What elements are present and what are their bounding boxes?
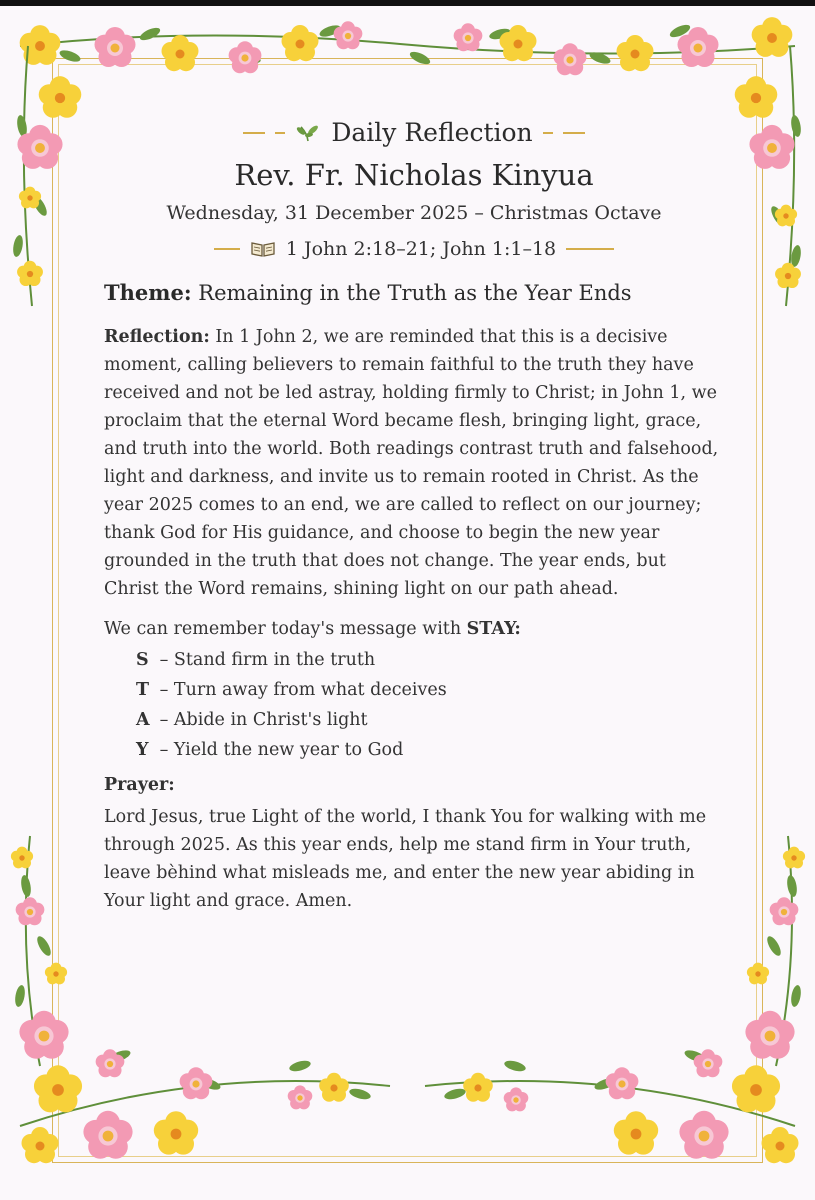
prayer-label: Prayer: (104, 775, 175, 795)
author-name: Rev. Fr. Nicholas Kinyua (234, 158, 594, 192)
gold-dash-left (243, 132, 265, 134)
theme-label: Theme: (104, 280, 192, 305)
gold-dash-left-small (275, 132, 285, 134)
reflection-label: Reflection: (104, 327, 210, 347)
stay-item-s (136, 645, 724, 675)
stay-text: – Stand firm in the truth (159, 650, 376, 670)
readings-line (104, 238, 724, 260)
readings-reference: 1 John 2:18–21; John 1:1–18 (285, 238, 557, 260)
stay-letter: Y (136, 740, 149, 760)
theme-line (104, 280, 724, 305)
stay-item-t (136, 675, 724, 705)
gold-dash-ref-right (566, 248, 614, 250)
gold-dash-right-small (543, 132, 553, 134)
stay-letter: S (136, 650, 149, 670)
open-book-icon (250, 240, 276, 258)
daily-reflection-title: Daily Reflection (331, 118, 533, 147)
prayer-text: Lord Jesus, true Light of the world, I thank You for walking with me through 2025. As this year ends, help me stand firm in Your truth, leave bèhind what misleads me, and enter the new year abiding in Your light and grace. Amen. (104, 807, 707, 911)
gold-dash-ref-left (214, 248, 240, 250)
reflection-date: Wednesday, 31 December 2025 – Christmas Octave (166, 202, 662, 224)
stay-intro-text: We can remember today's message with (104, 619, 462, 639)
stay-item-y (136, 735, 724, 765)
stay-text: – Turn away from what deceives (159, 680, 447, 700)
stay-letter: A (136, 710, 150, 730)
stay-intro (104, 619, 724, 639)
stay-acronym: STAY: (466, 619, 521, 639)
theme-text: Remaining in the Truth as the Year Ends (198, 281, 632, 305)
leaf-sprig-icon (295, 123, 321, 143)
gold-dash-right (563, 132, 585, 134)
reflection-card (0, 6, 815, 1200)
stay-letter: T (136, 680, 150, 700)
reflection-paragraph (104, 323, 724, 603)
stay-text: – Yield the new year to God (159, 740, 404, 760)
reflection-content (104, 110, 724, 915)
stay-list (136, 645, 724, 765)
stay-item-a (136, 705, 724, 735)
stay-text: – Abide in Christ's light (159, 710, 368, 730)
reflection-text: In 1 John 2, we are reminded that this is a decisive moment, calling believers to remain faithful to the truth they have received and not be led astray, holding firmly to Christ; in John 1, we proclaim that the eternal Word became flesh, bringing light, grace, and truth into the world. Both readings contrast truth and falsehood, light and darkness, and invite us to remain rooted in Christ. As the year 2025 comes to an end, we are called to reflect on our journey; thank God for His guidance, and choose to begin the new year grounded in the truth that does not change. The year ends, but Christ the Word remains, shining light on our path ahead. (104, 327, 719, 599)
daily-reflection-heading (104, 110, 724, 156)
